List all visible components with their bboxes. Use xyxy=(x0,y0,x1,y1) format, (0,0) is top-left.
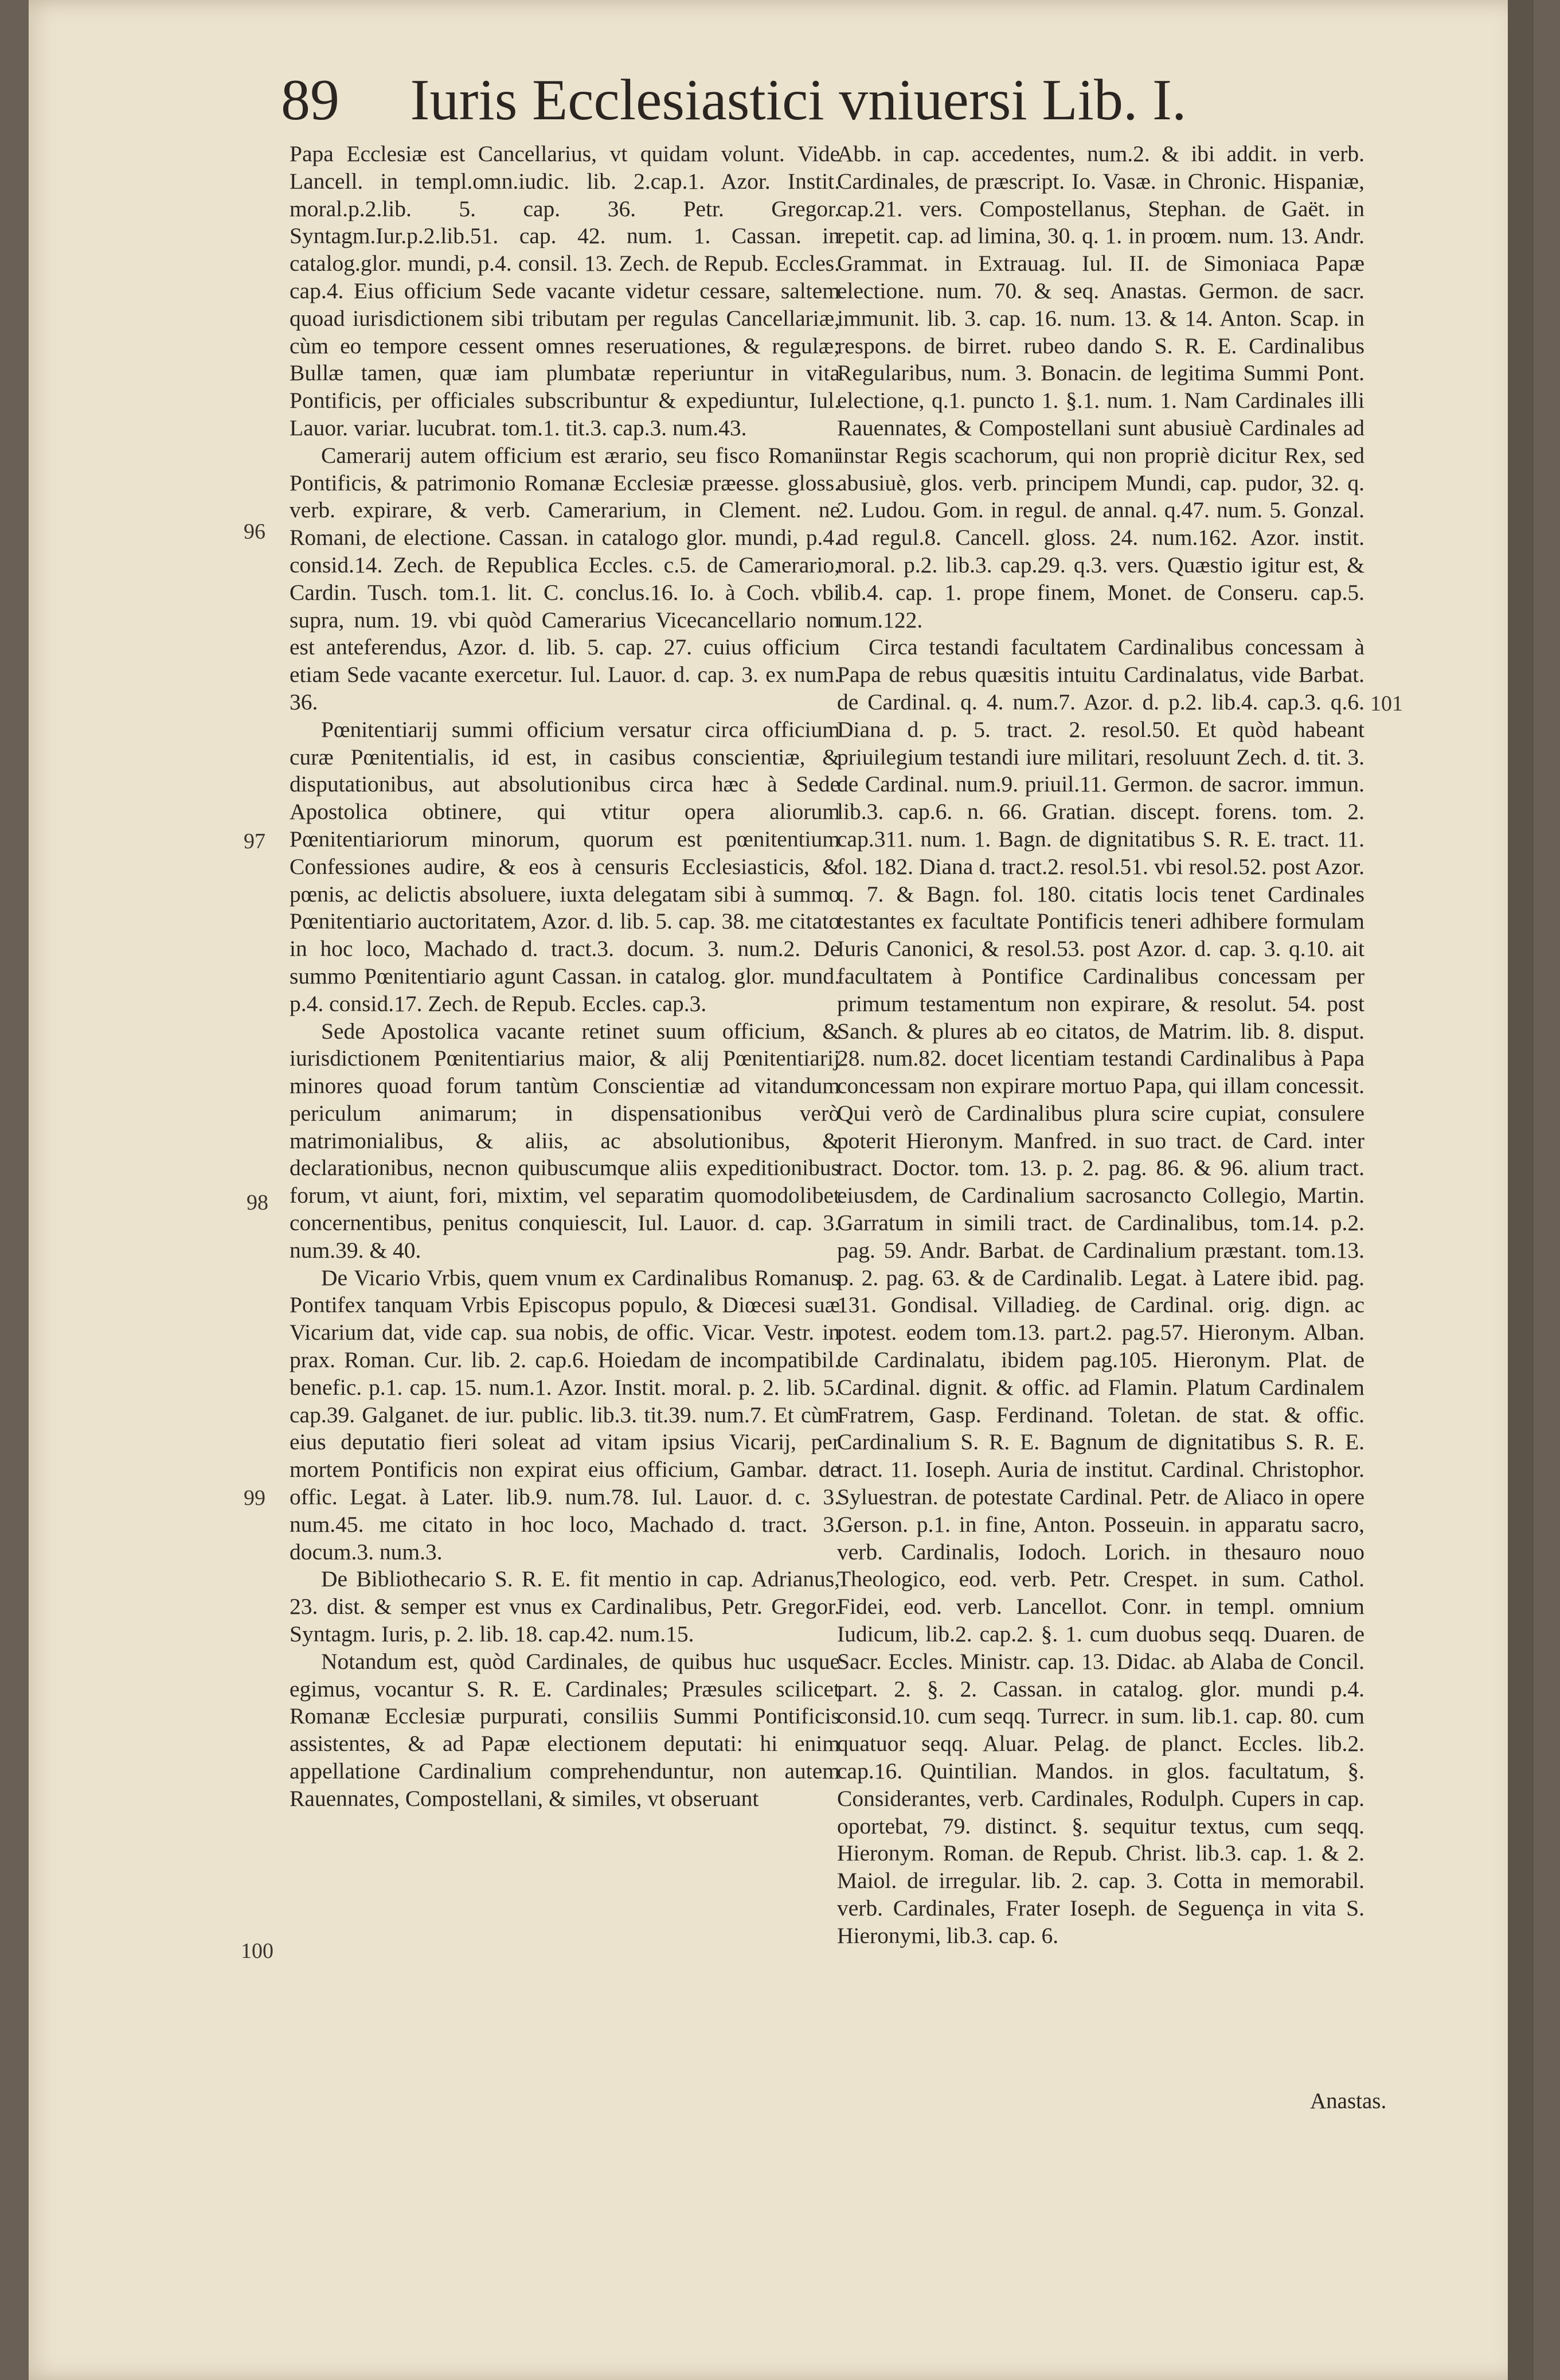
paragraph: Circa testandi facultatem Cardinalibus concessam à Papa de rebus quæsitis intuitu Cardinalatus, vide Barbat. de Cardinal. q. 4. num.7. Azor. d. p.2. lib.4. cap.3. q.6. Diana d. p. 5. tract. 2. resol.50. Et quòd habeant priuilegium testandi iure militari, resoluunt Zech. d. tit. 3. de Cardinal. num.9. priuil.11. Germon. de sacror. immun. lib.3. cap.6. n. 66. Gratian. discept. forens. tom. 2. cap.311. num. 1. Bagn. de dignitatibus S. R. E. tract. 11. fol. 182. Diana d. tract.2. resol.51. vbi resol.52. post Azor. q. 7. & Bagn. fol. 180. citatis locis tenet Cardinales testantes ex facultate Pontificis teneri adhibere formulam Iuris Canonici, & resol.53. post Azor. d. cap. 3. q.10. ait facultatem à Pontifice Cardinalibus concessam per primum testamentum non expirare, & resolut. 54. post Sanch. & plures ab eo citatos, de Matrim. lib. 8. disput. 28. num.82. docet licentiam testandi Cardinalibus à Papa concessam non expirare mortuo Papa, qui illam concessit. Qui verò de Cardinalibus plura scire cupiat, consulere poterit Hieronym. Manfred. in suo tract. de Card. inter tract. Doctor. tom. 13. p. 2. pag. 86. & 96. alium tract. eiusdem, de Cardinalium sacrosancto Collegio, Martin. Garratum in simili tract. de Cardinalibus, tom.14. p.2. pag. 59. Andr. Barbat. de Cardinalium præstant. tom.13. p. 2. pag. 63. & de Cardinalib. Legat. à Latere ibid. pag. 131. Gondisal. Villadieg. de Cardinal. orig. dign. ac potest. eodem tom.13. part.2. pag.57. Hieronym. Alban. de Cardinalatu, ibidem pag.105. Hieronym. Plat. de Cardinal. dignit. & offic. ad Flamin. Platum Cardinalem Fratrem, Gasp. Ferdinand. Toletan. de stat. & offic. Cardinalium S. R. E. Bagnum de dignitatibus S. R. E. tract. 11. Ioseph. Auria de institut. Cardinal. Christophor. Syluestran. de potestate Cardinal. Petr. de Aliaco in opere Gerson. p.1. in fine, Anton. Posseuin. in apparatu sacro, verb. Cardinalis, Iodoch. Lorich. in thesauro nouo Theologico, eod. verb. Petr. Crespet. in sum. Cathol. Fidei, eod. verb. Lancellot. Conr. in templ. omnium Iudicum, lib.2. cap.2. §. 1. cum duobus seqq. Duaren. de Sacr. Eccles. Ministr. cap. 13. Didac. ab Alaba de Concil. part. 2. §. 2. Cassan. in catalog. glor. mundi p.4. consid.10. cum seqq. Turrecr. in sum. lib.1. cap. 80. cum quatuor seqq. Aluar. Pelag. de planct. Eccles. lib.2. cap.16. Quintilian. Mandos. in glos. facultatum, §. Considerantes, verb. Cardinales, Rodulph. Cupers in cap. oportebat, 79. distinct. §. sequitur textus, cum seqq. Hieronym. Roman. de Repub. Christ. lib.3. cap. 1. & 2. Maiol. de irregular. lib. 2. cap. 3. Cotta in memorabil. verb. Cardinales, Frater Ioseph. de Seguença in vita S. Hieronymi, lib.3. cap. 6. xyxy=(837,634,1364,1948)
margin-number: 100 xyxy=(241,1939,273,1963)
paragraph: Abb. in cap. accedentes, num.2. & ibi addit. in verb. Cardinales, de præscript. Io. Vasæ. in Chronic. Hispaniæ, cap.21. vers. Compostellanus, Stephan. de Gaët. in repetit. cap. ad limina, 30. q. 1. in proœm. num. 13. Andr. Grammat. in Extrauag. Iul. II. de Simoniaca Papæ electione. num. 70. & seq. Anastas. Germon. de sacr. immunit. lib. 3. cap. 16. num. 13. & 14. Anton. Scap. in respons. de birret. rubeo dando S. R. E. Cardinalibus Regularibus, num. 3. Bonacin. de legitima Summi Pont. electione, q.1. puncto 1. §.1. num. 1. Nam Cardinales illi Rauennates, & Compostellani sunt abusiuè Cardinales ad instar Regis scachorum, qui non propriè dicitur Rex, sed abusiuè, glos. verb. principem Mundi, cap. pudor, 32. q. 2. Ludou. Gom. in regul. de annal. q.47. num. 5. Gonzal. ad regul.8. Cancell. gloss. 24. num.162. Azor. instit. moral. p.2. lib.3. cap.29. q.3. vers. Quæstio igitur est, & lib.4. cap. 1. prope finem, Monet. de Conseru. cap.5. num.122. xyxy=(837,141,1364,633)
paragraph: Pœnitentiarij summi officium versatur circa officium curæ Pœnitentialis, id est, in casibus conscientiæ, & disputationibus, aut absolutionibus circa hæc à Sede Apostolica obtinere, qui vtitur opera aliorum Pœnitentiariorum minorum, quorum est pœnitentium Confessiones audire, & eos à censuris Ecclesiasticis, & pœnis, ac delictis absoluere, iuxta delegatam sibi à summo Pœnitentiario auctoritatem, Azor. d. lib. 5. cap. 38. me citato in hoc loco, Machado d. tract.3. docum. 3. num.2. De summo Pœnitentiario agunt Cassan. in catalog. glor. mund. p.4. consid.17. Zech. de Repub. Eccles. cap.3. xyxy=(290,716,840,1016)
margin-number: 98 xyxy=(247,1191,268,1215)
page-number: 89 xyxy=(281,68,339,132)
left-column xyxy=(290,141,840,1813)
paragraph: De Vicario Vrbis, quem vnum ex Cardinalibus Romanus Pontifex tanquam Vrbis Episcopus populo, & Diœcesi suæ Vicarium dat, vide cap. sua nobis, de offic. Vicar. Vestr. in prax. Roman. Cur. lib. 2. cap.6. Hoiedam de incompatibil. benefic. p.1. cap. 15. num.1. Azor. Instit. moral. p. 2. lib. 5. cap.39. Galganet. de iur. public. lib.3. tit.39. num.7. Et cùm eius deputatio fieri soleat ad vitam ipsius Vicarij, per mortem Pontificis non expirat eius officium, Gambar. de offic. Legat. à Later. lib.9. num.78. Iul. Lauor. d. c. 3. num.45. me citato in hoc loco, Machado d. tract. 3. docum.3. num.3. xyxy=(290,1265,840,1564)
right-column xyxy=(837,141,1364,1950)
paragraph: Camerarij autem officium est ærario, seu fisco Romani Pontificis, & patrimonio Romanæ Ecclesiæ præesse. gloss. verb. expirare, & verb. Camerarium, in Clement. ne Romani, de electione. Cassan. in catalogo glor. mundi, p.4. consid.14. Zech. de Republica Eccles. c.5. de Camerario, Cardin. Tusch. tom.1. lit. C. conclus.16. Io. à Coch. vbi supra, num. 19. vbi quòd Camerarius Vicecancellario non est anteferendus, Azor. d. lib. 5. cap. 27. cuius officium etiam Sede vacante exercetur. Iul. Lauor. d. cap. 3. ex num. 36. xyxy=(290,442,840,715)
margin-number: 96 xyxy=(244,520,265,544)
margin-number: 99 xyxy=(244,1486,265,1510)
running-header xyxy=(281,63,1342,138)
running-title: Iuris Ecclesiastici vniuersi Lib. I. xyxy=(410,68,1187,132)
paragraph: Notandum est, quòd Cardinales, de quibus huc usque egimus, vocantur S. R. E. Cardinales; Præsules scilicet Romanæ Ecclesiæ purpurati, consiliis Summi Pontificis assistentes, & ad Papæ electionem deputati: hi enim appellatione Cardinalium comprehenduntur, non autem Rauennates, Compostellani, & similes, vt obseruant xyxy=(290,1648,840,1811)
page-edge-shadow xyxy=(1508,0,1534,2380)
paragraph: Papa Ecclesiæ est Cancellarius, vt quidam volunt. Vide Lancell. in templ.omn.iudic. lib. 2.cap.1. Azor. Instit. moral.p.2.lib. 5. cap. 36. Petr. Gregor. Syntagm.Iur.p.2.lib.51. cap. 42. num. 1. Cassan. in catalog.glor. mundi, p.4. consil. 13. Zech. de Repub. Eccles. cap.4. Eius officium Sede vacante videtur cessare, saltem quoad iurisdictionem sibi tributam per regulas Cancellariæ, cùm eo tempore cessent omnes reseruationes, & regulæ; Bullæ tamen, quæ iam plumbatæ reperiuntur in vita Pontificis, per officiales subscribuntur & expediuntur, Iul. Lauor. variar. lucubrat. tom.1. tit.3. cap.3. num.43. xyxy=(290,141,840,440)
margin-number: 101 xyxy=(1370,692,1403,716)
catchword: Anastas. xyxy=(1310,2089,1387,2113)
book-page xyxy=(29,0,1534,2380)
paragraph: Sede Apostolica vacante retinet suum officium, & iurisdictionem Pœnitentiarius maior, & alij Pœnitentiarij minores quoad forum tantùm Conscientiæ ad vitandum periculum animarum; in dispensationibus verò matrimonialibus, & aliis, ac absolutionibus, & declarationibus, necnon quibuscumque aliis expeditionibus forum, vt aiunt, fori, mixtim, vel separatim quomodolibet concernentibus, penitus conquiescit, Iul. Lauor. d. cap. 3. num.39. & 40. xyxy=(290,1018,840,1263)
margin-number: 97 xyxy=(244,829,265,853)
paragraph: De Bibliothecario S. R. E. fit mentio in cap. Adrianus, 23. dist. & semper est vnus ex Cardinalibus, Petr. Gregor. Syntagm. Iuris, p. 2. lib. 18. cap.42. num.15. xyxy=(290,1566,840,1647)
